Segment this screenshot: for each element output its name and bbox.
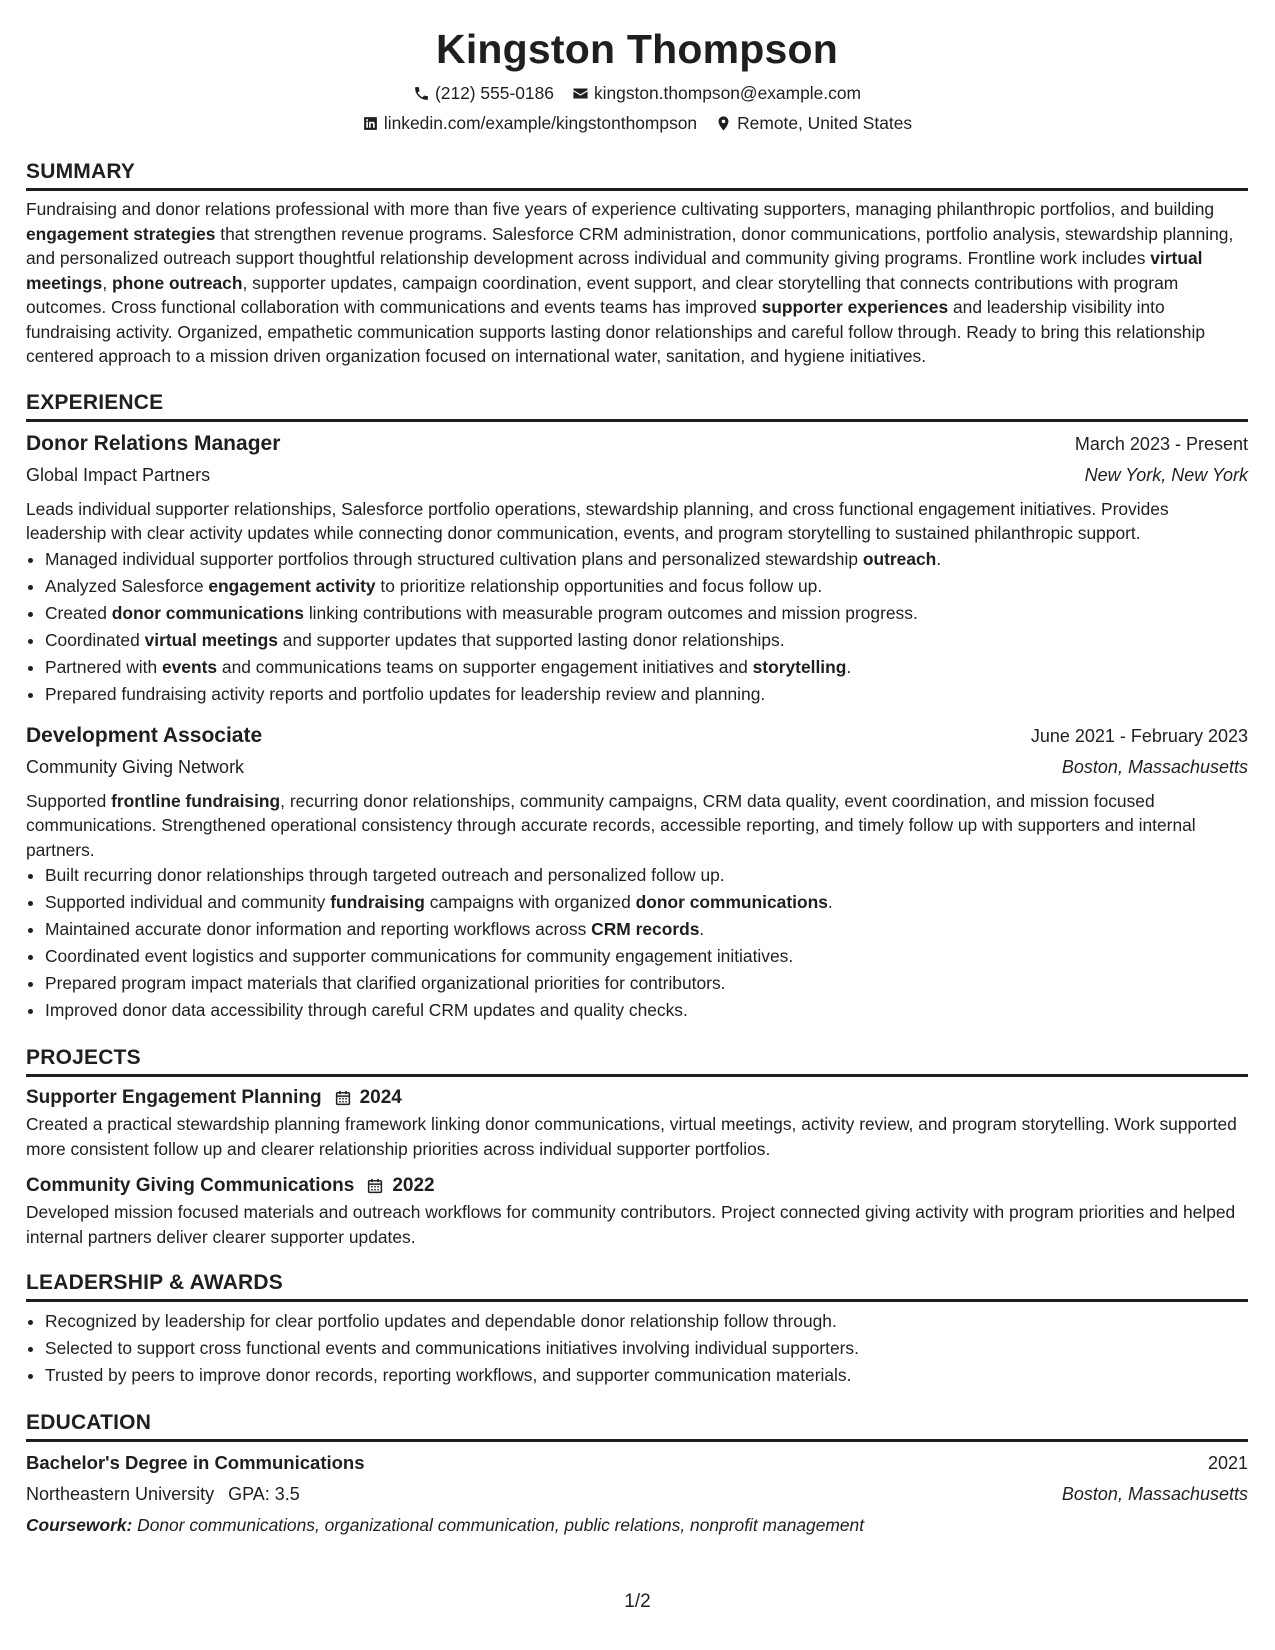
list-item: • Improved donor data accessibility through careful CRM updates and quality checks. [45,997,1248,1024]
project-name: Community Giving Communications [26,1175,355,1196]
email-contact[interactable] [572,78,861,108]
linkedin-url[interactable]: linkedin.com/example/kingstonthompson [383,113,698,133]
education-section [26,1409,1248,1540]
phone-number: (212) 555-0186 [435,83,554,103]
list-item: • Partnered with events and communications teams on supporter engagement initiatives and storytelling. [45,654,1248,681]
page-number: 1/2 [624,1591,651,1612]
coursework-list: Donor communications, organizational communication, public relations, nonprofit management [132,1515,865,1535]
resume-page [26,20,1248,1540]
gpa: GPA: 3.5 [228,1484,300,1504]
phone-icon [413,85,430,102]
envelope-icon [572,85,589,102]
section-title-leadership: LEADERSHIP & AWARDS [26,1269,1248,1302]
job-entry [26,720,1248,1025]
map-pin-icon [715,115,732,132]
calendar-icon [366,1177,384,1195]
job-bullets [26,546,1248,708]
contact-line-1 [26,78,1248,108]
project-description: Created a practical stewardship planning framework linking donor communications, virtual meetings, activity review, and program storytelling. Work supported more consistent follow up and clearer relationship priorities across individual supporter portfolios. [26,1114,1237,1159]
list-item: • Selected to support cross functional events and communications initiatives involving individual supporters. [45,1335,1248,1362]
list-item: • Analyzed Salesforce engagement activity to prioritize relationship opportunities and focus follow up. [45,573,1248,600]
job-organization: Global Impact Partners [26,464,211,485]
projects-section [26,1044,1248,1249]
school-name: Northeastern University [26,1484,215,1504]
job-location: Boston, Massachusetts [1061,756,1248,777]
summary-text: Fundraising and donor relations professional with more than five years of experience cultivating supporters, managing philanthropic portfolios, and building engagement strategies that strengthen revenue programs. Salesforce CRM administration, donor communications, portfolio analysis, stewardship planning, and personalized outreach support thoughtful relationship development across individual and community giving programs. Frontline work includes virtual meetings, phone outreach, supporter updates, campaign coordination, event support, and clear storytelling that connects contributions with program outcomes. Cross functional collaboration with communications and events teams has improved supporter experiences and leadership visibility into fundraising activity. Organized, empathetic communication supports lasting donor relationships and careful follow through. Ready to bring this relationship centered approach to a mission driven organization focused on international water, sanitation, and hygiene initiatives. [26,199,1234,366]
location-text: Remote, United States [737,113,913,133]
section-title-projects: PROJECTS [26,1044,1248,1077]
coursework-label: Coursework: [26,1515,133,1535]
project-entry [26,1083,1248,1161]
experience-section [26,389,1248,1025]
section-title-summary: SUMMARY [26,158,1248,191]
email-address[interactable]: kingston.thompson@example.com [593,83,861,103]
linkedin-contact[interactable] [362,108,697,138]
list-item: • Maintained accurate donor information and reporting workflows across CRM records. [45,916,1248,943]
list-item: • Prepared fundraising activity reports and portfolio updates for leadership review and planning. [45,681,1248,708]
degree-name: Bachelor's Degree in Communications [26,1452,365,1473]
list-item: • Managed individual supporter portfolios through structured cultivation plans and personalized stewardship outreach. [45,546,1248,573]
candidate-name: Kingston Thompson [436,26,838,72]
list-item: • Supported individual and community fundraising campaigns with organized donor communications. [45,889,1248,916]
job-summary: Leads individual supporter relationships, Salesforce portfolio operations, stewardship planning, and cross functional engagement initiatives. Provides leadership with clear activity updates while connecting donor communication, events, and program storytelling to sustained philanthropic support. [26,498,1169,543]
list-item: • Trusted by peers to improve donor records, reporting workflows, and supporter communication materials. [45,1362,1248,1389]
job-bullets [26,862,1248,1024]
leadership-bullets [26,1308,1248,1389]
job-dates: March 2023 - Present [1074,433,1248,454]
list-item: • Coordinated virtual meetings and supporter updates that supported lasting donor relationships. [45,627,1248,654]
project-description: Developed mission focused materials and outreach workflows for community contributors. Project connected giving activity with program priorities and helped internal partners deliver clearer supporter updates. [26,1202,1236,1247]
school-location: Boston, Massachusetts [1061,1484,1248,1504]
summary-section [26,158,1248,369]
contact-line-2 [26,108,1248,138]
leadership-section [26,1269,1248,1389]
list-item: • Created donor communications linking contributions with measurable program outcomes and mission progress. [45,600,1248,627]
job-location: New York, New York [1084,464,1248,485]
list-item: • Coordinated event logistics and supporter communications for community engagement initiatives. [45,943,1248,970]
project-entry [26,1171,1248,1249]
job-title: Donor Relations Manager [26,431,281,455]
phone-contact [413,78,554,108]
location-contact [715,108,912,138]
graduation-year: 2021 [1207,1453,1248,1473]
list-item: • Prepared program impact materials that clarified organizational priorities for contributors. [45,970,1248,997]
project-name: Supporter Engagement Planning [26,1087,322,1108]
list-item: • Built recurring donor relationships through targeted outreach and personalized follow up. [45,862,1248,889]
project-year: 2022 [392,1175,435,1196]
project-year: 2024 [359,1087,402,1108]
job-title: Development Associate [26,723,263,747]
section-title-education: EDUCATION [26,1409,1248,1442]
job-dates: June 2021 - February 2023 [1030,725,1248,746]
linkedin-icon [362,115,379,132]
list-item: • Recognized by leadership for clear portfolio updates and dependable donor relationship follow through. [45,1308,1248,1335]
calendar-icon [334,1089,352,1107]
section-title-experience: EXPERIENCE [26,389,1248,422]
job-entry [26,428,1248,708]
job-summary: Supported frontline fundraising, recurring donor relationships, community campaigns, CRM data quality, event coordination, and mission focused communications. Strengthened operational consistency through accurate records, accessible reporting, and timely follow up with supporters and internal partners. [26,790,1196,860]
job-organization: Community Giving Network [26,756,245,777]
coursework [26,1510,1248,1540]
